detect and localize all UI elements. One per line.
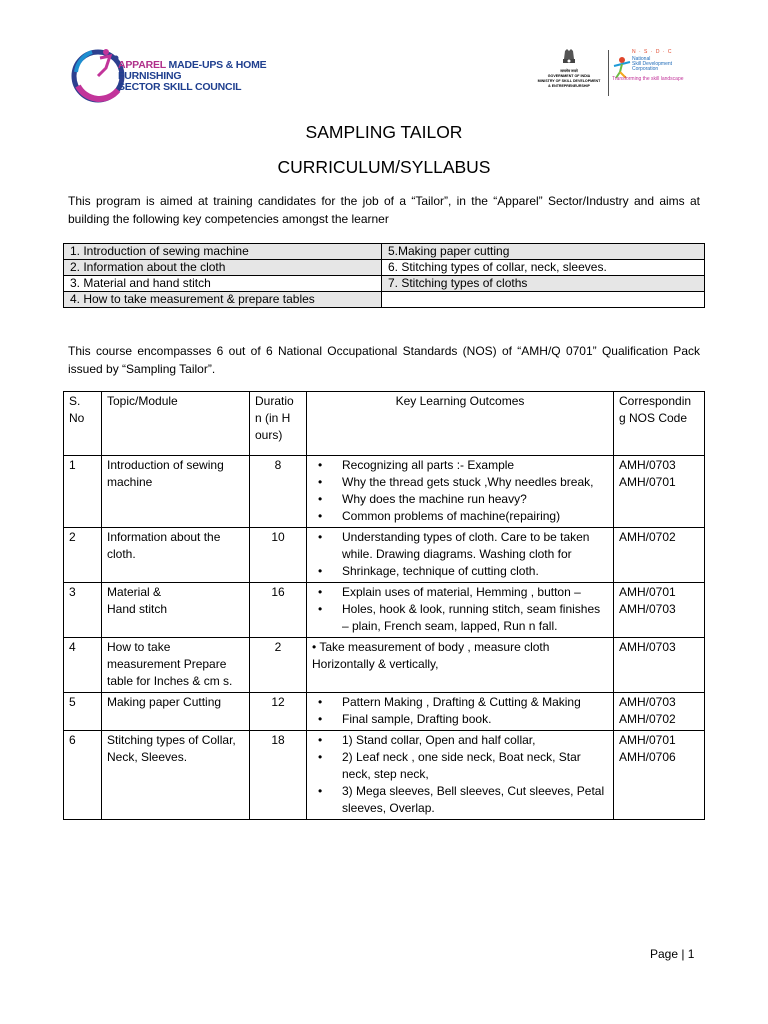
- competency-cell: 3. Material and hand stitch: [64, 276, 382, 292]
- duration-cell: 8: [250, 456, 307, 528]
- competency-cell: 7. Stitching types of cloths: [382, 276, 705, 292]
- outcomes-list: [312, 694, 608, 728]
- nos-code: AMH/0702: [619, 712, 676, 726]
- gov-line-1: GOVERNMENT OF INDIA: [547, 74, 591, 78]
- competency-cell: 2. Information about the cloth: [64, 260, 382, 276]
- page-title: SAMPLING TAILOR: [305, 122, 463, 142]
- header-duration: Duration (in Hours): [250, 392, 307, 456]
- outcome-item: • Pattern Making , Drafting & Cutting & Making: [336, 694, 608, 711]
- nos-cell: [614, 456, 705, 528]
- sno-cell: 1: [64, 456, 102, 528]
- competency-row: [64, 244, 705, 260]
- sno-cell: 6: [64, 731, 102, 820]
- outcome-item: • Shrinkage, technique of cutting cloth.: [336, 563, 608, 580]
- outcomes-list: [312, 584, 608, 635]
- competency-cell: 5.Making paper cutting: [382, 244, 705, 260]
- table-row: [64, 528, 705, 583]
- sno-cell: 5: [64, 693, 102, 731]
- nos-code: AMH/0701: [619, 585, 676, 599]
- table-header-row: [64, 392, 705, 456]
- nos-code: AMH/0701: [619, 733, 676, 747]
- nos-code: AMH/0702: [619, 530, 676, 544]
- nos-paragraph: This course encompasses 6 out of 6 National Occupational Standards (NOS) of “AMH/Q 0701” Qualification Pack issued by “Sampling Tailor”.: [68, 344, 700, 376]
- page-subtitle: CURRICULUM/SYLLABUS: [277, 157, 491, 177]
- logo-divider: [608, 50, 609, 96]
- competency-row: [64, 260, 705, 276]
- competency-row: [64, 292, 705, 308]
- topic-cell: How to take measurement Prepare table for Inches & cm s.: [102, 638, 250, 693]
- topic-cell: Introduction of sewing machine: [102, 456, 250, 528]
- nsdc-line-2: Skill Development: [632, 61, 673, 67]
- table-row: [64, 693, 705, 731]
- competency-cell: 6. Stitching types of collar, neck, sleeves.: [382, 260, 705, 276]
- topic-cell: Material & Hand stitch: [102, 583, 250, 638]
- outcomes-cell: [307, 731, 614, 820]
- outcome-item: • Understanding types of cloth. Care to be taken while. Drawing diagrams. Washing cloth for: [336, 529, 608, 563]
- header-nos: Corresponding NOS Code: [614, 392, 705, 456]
- topic-cell: Making paper Cutting: [102, 693, 250, 731]
- syllabus-table: [63, 391, 705, 820]
- nsdc-logo: [612, 50, 702, 96]
- page-number: Page | 1: [650, 947, 695, 961]
- duration-cell: 16: [250, 583, 307, 638]
- outcomes-list: [312, 457, 608, 525]
- nos-cell: [614, 528, 705, 583]
- ashoka-emblem-icon: [559, 45, 579, 69]
- nos-cell: [614, 583, 705, 638]
- header-topic: Topic/Module: [102, 392, 250, 456]
- outcome-item: • Why the thread gets stuck ,Why needles break,: [336, 474, 608, 491]
- ssc-name: APPAREL MADE-UPS & HOME FURNISHING SECTOR SKILL COUNCIL: [118, 59, 267, 93]
- competency-cell: 4. How to take measurement & prepare tables: [64, 292, 382, 308]
- duration-cell: 2: [250, 638, 307, 693]
- outcomes-cell: [307, 638, 614, 693]
- outcome-item: • Final sample, Drafting book.: [336, 711, 608, 728]
- outcomes-cell: [307, 583, 614, 638]
- competency-row: [64, 276, 705, 292]
- nos-code: AMH/0706: [619, 750, 676, 764]
- outcomes-cell: [307, 456, 614, 528]
- table-row: [64, 638, 705, 693]
- intro-paragraph: This program is aimed at training candidates for the job of a “Tailor”, in the “Apparel” Sector/Industry and aims at building the following key competencies amongst the learner: [68, 194, 700, 226]
- sno-cell: 3: [64, 583, 102, 638]
- competency-cell: 1. Introduction of sewing machine: [64, 244, 382, 260]
- gov-line-2: MINISTRY OF SKILL DEVELOPMENT: [537, 79, 601, 83]
- topic-cell: Stitching types of Collar, Neck, Sleeves.: [102, 731, 250, 820]
- nos-code: AMH/0703: [619, 458, 676, 472]
- nos-cell: [614, 693, 705, 731]
- nsdc-tagline: Transforming the skill landscape: [612, 76, 684, 82]
- outcome-item: • 3) Mega sleeves, Bell sleeves, Cut sleeves, Petal sleeves, Overlap.: [336, 783, 608, 817]
- sno-cell: 2: [64, 528, 102, 583]
- outcomes-cell: [307, 693, 614, 731]
- nos-cell: [614, 638, 705, 693]
- duration-cell: 10: [250, 528, 307, 583]
- nsdc-line-1: National: [632, 56, 651, 62]
- gov-hindi-text: सत्यमेव जयते: [560, 69, 578, 73]
- competency-cell: [382, 292, 705, 308]
- duration-cell: 12: [250, 693, 307, 731]
- duration-cell: 18: [250, 731, 307, 820]
- outcome-item: • Common problems of machine(repairing): [336, 508, 608, 525]
- header-outcomes: Key Learning Outcomes: [307, 392, 614, 456]
- nos-code: AMH/0701: [619, 475, 676, 489]
- outcome-text: • Take measurement of body , measure cloth Horizontally & vertically,: [312, 640, 550, 671]
- government-of-india-logo: [532, 45, 606, 97]
- header-sno: S. No: [64, 392, 102, 456]
- gov-line-3: & ENTREPRENEURSHIP: [548, 84, 590, 88]
- apparel-ssc-logo: [70, 42, 300, 106]
- nsdc-line-3: Corporation: [632, 66, 659, 72]
- outcome-item: • Explain uses of material, Hemming , button –: [336, 584, 608, 601]
- outcome-item: • Why does the machine run heavy?: [336, 491, 608, 508]
- sno-cell: 4: [64, 638, 102, 693]
- outcome-item: • Holes, hook & look, running stitch, seam finishes – plain, French seam, lapped, Run n fall.: [336, 601, 608, 635]
- outcome-item: • 1) Stand collar, Open and half collar,: [336, 732, 608, 749]
- table-row: [64, 583, 705, 638]
- outcome-item: • Recognizing all parts :- Example: [336, 457, 608, 474]
- nos-code: AMH/0703: [619, 602, 676, 616]
- nos-cell: [614, 731, 705, 820]
- nos-code: AMH/0703: [619, 640, 676, 654]
- nsdc-acronym: N · S · D · C: [632, 49, 673, 55]
- table-row: [64, 731, 705, 820]
- outcome-item: • 2) Leaf neck , one side neck, Boat neck, Star neck, step neck,: [336, 749, 608, 783]
- outcomes-list: [312, 732, 608, 817]
- nos-code: AMH/0703: [619, 695, 676, 709]
- competency-table: [63, 243, 705, 308]
- outcomes-list: [312, 529, 608, 580]
- outcomes-cell: [307, 528, 614, 583]
- table-row: [64, 456, 705, 528]
- topic-cell: Information about the cloth.: [102, 528, 250, 583]
